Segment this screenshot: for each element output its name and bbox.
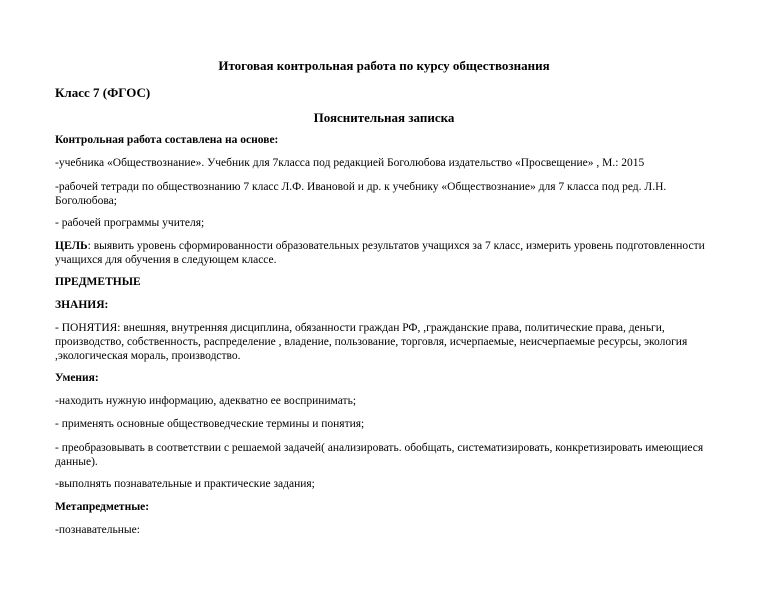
skills-heading: Умения: bbox=[55, 372, 99, 384]
basis-item: - рабочей программы учителя; bbox=[55, 217, 205, 229]
cognitive-line: -познавательные: bbox=[55, 524, 140, 536]
skills-item: -находить нужную информацию, адекватно ее воспринимать; bbox=[55, 395, 357, 407]
goal-text: : выявить уровень сформированности образовательных результатов учащихся за 7 класс, измерить уровень подготовленности учащихся для обучения в следующем классе. bbox=[55, 240, 705, 266]
basis-item: -рабочей тетради по обществознанию 7 класс Л.Ф. Ивановой и др. к учебнику «Обществознание» для 7 класса под ред. Л.Н. Боголюбова; bbox=[55, 181, 667, 207]
skills-item: -выполнять познавательные и практические задания; bbox=[55, 478, 315, 490]
basis-item: -учебника «Обществознание». Учебник для 7класса под редакцией Боголюбова издательство «Просвещение» , М.: 2015 bbox=[55, 157, 645, 169]
document-subtitle: Пояснительная записка bbox=[313, 110, 455, 125]
class-line: Класс 7 (ФГОС) bbox=[55, 85, 151, 100]
basis-heading: Контрольная работа составлена на основе: bbox=[55, 134, 279, 146]
skills-item: - применять основные обществоведческие термины и понятия; bbox=[55, 418, 365, 430]
skills-item: - преобразовывать в соответствии с решаемой задачей( анализировать. обобщать, систематизировать, конкретизировать имеющиеся данные). bbox=[55, 442, 704, 468]
meta-heading: Метапредметные: bbox=[55, 501, 150, 513]
knowledge-heading: ЗНАНИЯ: bbox=[55, 299, 109, 311]
subject-heading: ПРЕДМЕТНЫЕ bbox=[55, 276, 141, 288]
goal-label: ЦЕЛЬ bbox=[55, 240, 88, 252]
goal-paragraph bbox=[55, 239, 715, 267]
concepts-paragraph: - ПОНЯТИЯ: внешняя, внутренняя дисциплина, обязанности граждан РФ, ,гражданские права, политические права, деньги, производство, собственность, распределение , владение, пользование, торговля, исчерпаемые, неисчерпаемые ресурсы, экология ,экологическая мораль, производство. bbox=[55, 322, 688, 362]
document-title: Итоговая контрольная работа по курсу обществознания bbox=[218, 58, 550, 73]
